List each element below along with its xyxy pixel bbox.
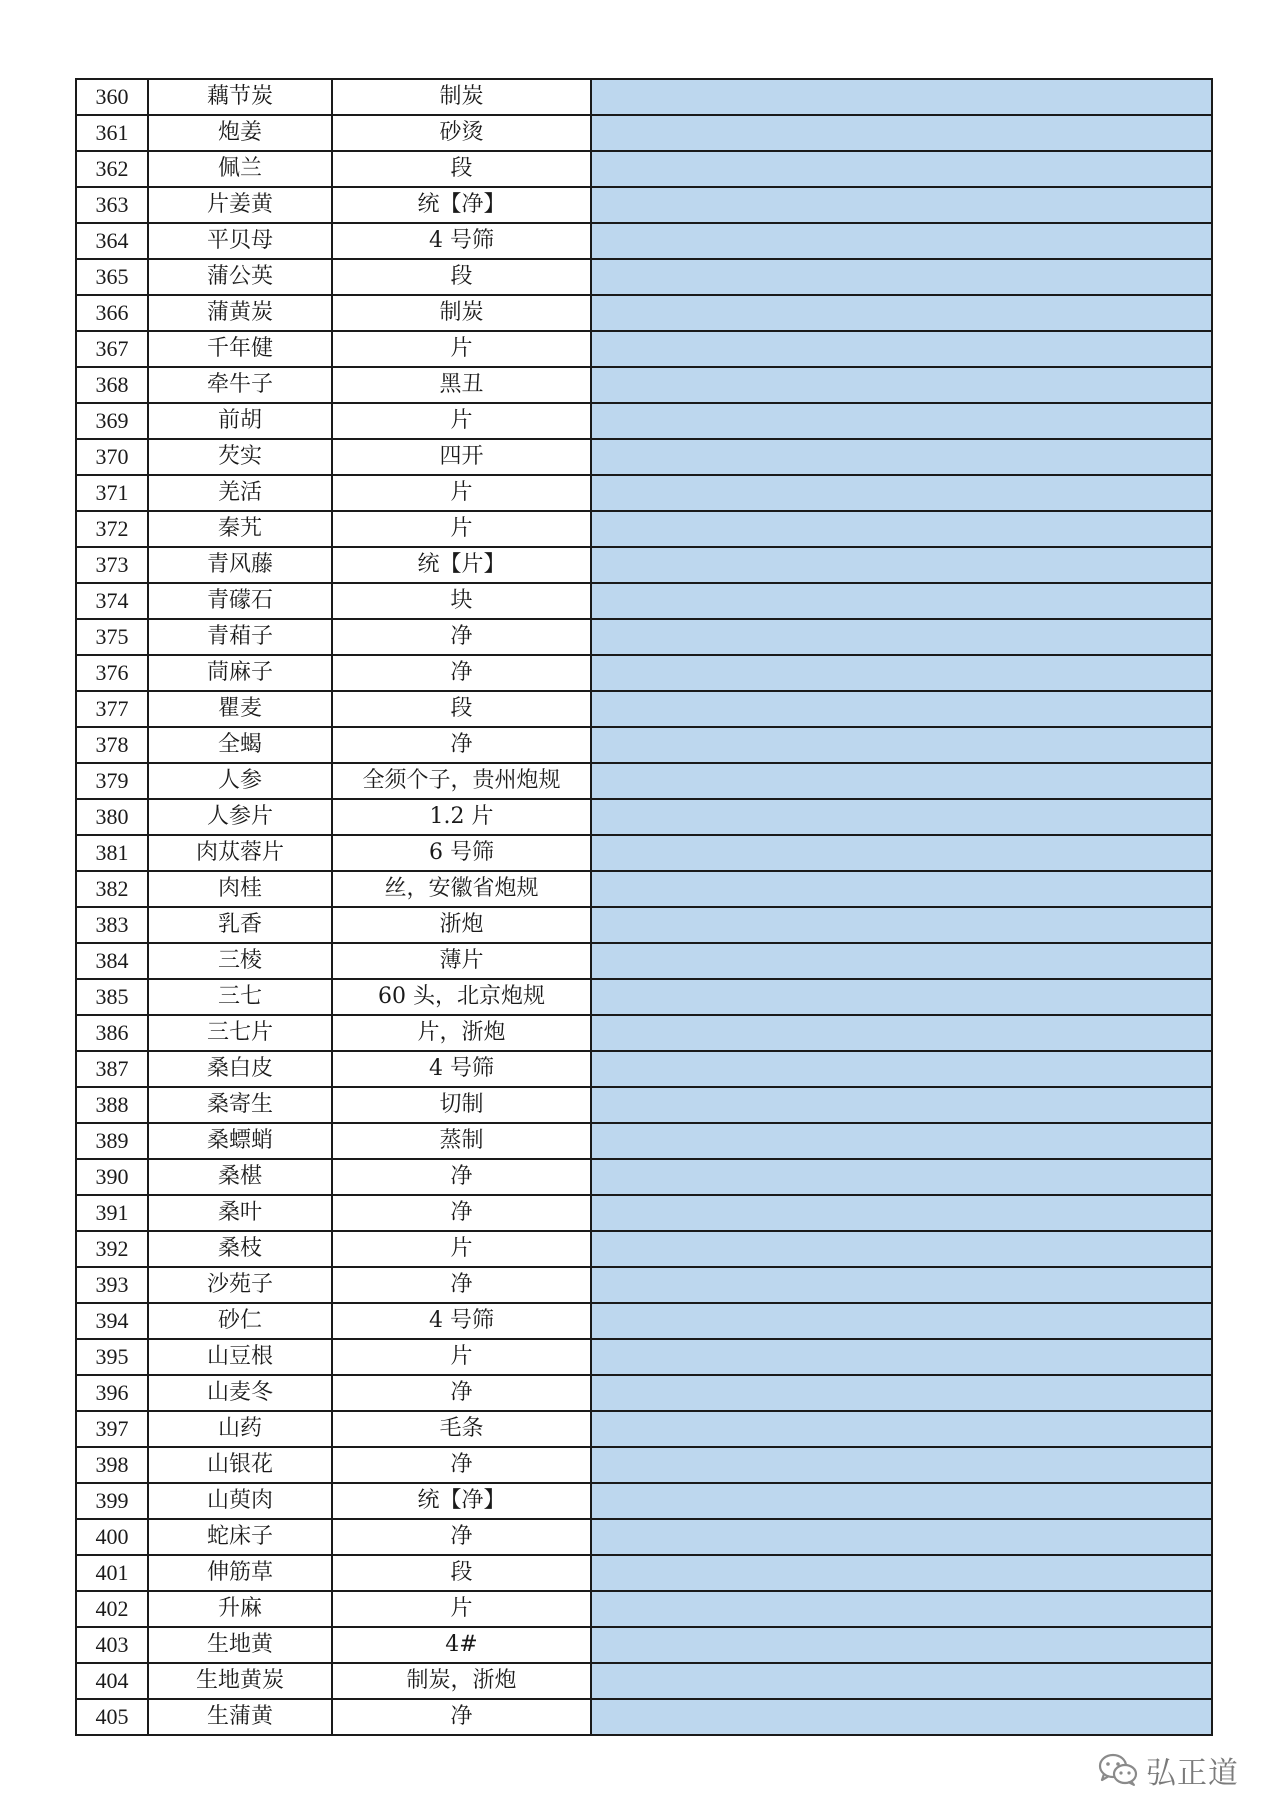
table-row (76, 151, 1212, 187)
blank-cell (591, 871, 1212, 907)
herb-name: 三七片 (148, 1015, 332, 1051)
blank-cell (591, 1231, 1212, 1267)
herb-spec: 4# (332, 1627, 591, 1663)
herb-name: 山豆根 (148, 1339, 332, 1375)
herb-spec: 统【片】 (332, 547, 591, 583)
row-number: 379 (76, 763, 148, 799)
row-number: 376 (76, 655, 148, 691)
herb-spec-table (75, 78, 1213, 1736)
table-row (76, 1195, 1212, 1231)
blank-cell (591, 1267, 1212, 1303)
herb-name: 砂仁 (148, 1303, 332, 1339)
table-row (76, 403, 1212, 439)
herb-spec: 黑丑 (332, 367, 591, 403)
herb-name: 升麻 (148, 1591, 332, 1627)
table-row (76, 259, 1212, 295)
herb-name: 瞿麦 (148, 691, 332, 727)
herb-name: 佩兰 (148, 151, 332, 187)
herb-name: 桑寄生 (148, 1087, 332, 1123)
herb-name: 青礞石 (148, 583, 332, 619)
row-number: 382 (76, 871, 148, 907)
table-row (76, 79, 1212, 115)
herb-name: 芡实 (148, 439, 332, 475)
table-row (76, 763, 1212, 799)
herb-spec: 段 (332, 691, 591, 727)
herb-name: 全蝎 (148, 727, 332, 763)
herb-spec: 段 (332, 259, 591, 295)
blank-cell (591, 1087, 1212, 1123)
blank-cell (591, 223, 1212, 259)
herb-spec: 净 (332, 655, 591, 691)
row-number: 372 (76, 511, 148, 547)
row-number: 387 (76, 1051, 148, 1087)
table-row (76, 835, 1212, 871)
blank-cell (591, 1195, 1212, 1231)
herb-name: 青葙子 (148, 619, 332, 655)
blank-cell (591, 799, 1212, 835)
table-row (76, 1663, 1212, 1699)
herb-spec: 制炭 (332, 295, 591, 331)
table-row (76, 943, 1212, 979)
table-row (76, 1339, 1212, 1375)
herb-spec: 段 (332, 151, 591, 187)
table-row (76, 187, 1212, 223)
table-row (76, 1267, 1212, 1303)
row-number: 362 (76, 151, 148, 187)
row-number: 398 (76, 1447, 148, 1483)
herb-spec: 段 (332, 1555, 591, 1591)
row-number: 371 (76, 475, 148, 511)
herb-name: 桑白皮 (148, 1051, 332, 1087)
herb-spec: 切制 (332, 1087, 591, 1123)
table-row (76, 475, 1212, 511)
row-number: 401 (76, 1555, 148, 1591)
table-row (76, 115, 1212, 151)
herb-spec: 片 (332, 1339, 591, 1375)
blank-cell (591, 1303, 1212, 1339)
herb-name: 人参片 (148, 799, 332, 835)
herb-spec: 统【净】 (332, 1483, 591, 1519)
herb-name: 桑螵蛸 (148, 1123, 332, 1159)
herb-spec: 全须个子，贵州炮规 (332, 763, 591, 799)
table-row (76, 691, 1212, 727)
herb-name: 桑枝 (148, 1231, 332, 1267)
blank-cell (591, 1483, 1212, 1519)
herb-spec: 4 号筛 (332, 223, 591, 259)
blank-cell (591, 1591, 1212, 1627)
herb-spec: 片，浙炮 (332, 1015, 591, 1051)
herb-spec: 4 号筛 (332, 1303, 591, 1339)
row-number: 399 (76, 1483, 148, 1519)
blank-cell (591, 1663, 1212, 1699)
herb-spec: 块 (332, 583, 591, 619)
herb-name: 山萸肉 (148, 1483, 332, 1519)
table-row (76, 727, 1212, 763)
herb-spec: 4 号筛 (332, 1051, 591, 1087)
table-row (76, 1051, 1212, 1087)
table-row (76, 331, 1212, 367)
herb-name: 牵牛子 (148, 367, 332, 403)
row-number: 370 (76, 439, 148, 475)
row-number: 403 (76, 1627, 148, 1663)
herb-spec: 净 (332, 1519, 591, 1555)
herb-name: 山麦冬 (148, 1375, 332, 1411)
herb-spec: 制炭，浙炮 (332, 1663, 591, 1699)
herb-spec: 片 (332, 1231, 591, 1267)
herb-name: 生蒲黄 (148, 1699, 332, 1735)
row-number: 386 (76, 1015, 148, 1051)
herb-spec: 片 (332, 403, 591, 439)
row-number: 360 (76, 79, 148, 115)
table-row (76, 1411, 1212, 1447)
wechat-icon (1098, 1753, 1138, 1787)
blank-cell (591, 943, 1212, 979)
herb-spec: 丝，安徽省炮规 (332, 871, 591, 907)
herb-name: 蛇床子 (148, 1519, 332, 1555)
table-row (76, 511, 1212, 547)
herb-name: 片姜黄 (148, 187, 332, 223)
herb-name: 人参 (148, 763, 332, 799)
table-row (76, 1159, 1212, 1195)
blank-cell (591, 1447, 1212, 1483)
herb-spec: 制炭 (332, 79, 591, 115)
herb-name: 生地黄炭 (148, 1663, 332, 1699)
row-number: 377 (76, 691, 148, 727)
row-number: 378 (76, 727, 148, 763)
herb-spec: 蒸制 (332, 1123, 591, 1159)
blank-cell (591, 1123, 1212, 1159)
blank-cell (591, 403, 1212, 439)
table-row (76, 547, 1212, 583)
herb-name: 藕节炭 (148, 79, 332, 115)
blank-cell (591, 1555, 1212, 1591)
table-row (76, 619, 1212, 655)
table-row (76, 1627, 1212, 1663)
row-number: 383 (76, 907, 148, 943)
herb-name: 平贝母 (148, 223, 332, 259)
table-row (76, 1519, 1212, 1555)
herb-spec: 毛条 (332, 1411, 591, 1447)
herb-name: 炮姜 (148, 115, 332, 151)
row-number: 391 (76, 1195, 148, 1231)
table-row (76, 1447, 1212, 1483)
blank-cell (591, 115, 1212, 151)
row-number: 400 (76, 1519, 148, 1555)
herb-spec: 净 (332, 1375, 591, 1411)
blank-cell (591, 295, 1212, 331)
row-number: 396 (76, 1375, 148, 1411)
table-row (76, 439, 1212, 475)
watermark-text: 弘正道 (1146, 1756, 1239, 1791)
blank-cell (591, 475, 1212, 511)
table-row (76, 871, 1212, 907)
table-row (76, 583, 1212, 619)
row-number: 388 (76, 1087, 148, 1123)
herb-spec: 净 (332, 1447, 591, 1483)
row-number: 374 (76, 583, 148, 619)
blank-cell (591, 1339, 1212, 1375)
herb-name: 蒲公英 (148, 259, 332, 295)
row-number: 381 (76, 835, 148, 871)
table-row (76, 979, 1212, 1015)
row-number: 389 (76, 1123, 148, 1159)
blank-cell (591, 1051, 1212, 1087)
herb-spec: 片 (332, 511, 591, 547)
row-number: 369 (76, 403, 148, 439)
blank-cell (591, 1699, 1212, 1735)
herb-name: 伸筋草 (148, 1555, 332, 1591)
blank-cell (591, 835, 1212, 871)
blank-cell (591, 1015, 1212, 1051)
herb-name: 沙苑子 (148, 1267, 332, 1303)
herb-name: 肉苁蓉片 (148, 835, 332, 871)
table-row (76, 1303, 1212, 1339)
herb-name: 生地黄 (148, 1627, 332, 1663)
row-number: 361 (76, 115, 148, 151)
herb-name: 蒲黄炭 (148, 295, 332, 331)
blank-cell (591, 79, 1212, 115)
table-row (76, 1483, 1212, 1519)
row-number: 394 (76, 1303, 148, 1339)
blank-cell (591, 439, 1212, 475)
herb-name: 桑叶 (148, 1195, 332, 1231)
blank-cell (591, 547, 1212, 583)
row-number: 363 (76, 187, 148, 223)
row-number: 390 (76, 1159, 148, 1195)
blank-cell (591, 907, 1212, 943)
blank-cell (591, 511, 1212, 547)
table-row (76, 1231, 1212, 1267)
herb-spec: 浙炮 (332, 907, 591, 943)
herb-name: 桑椹 (148, 1159, 332, 1195)
herb-name: 前胡 (148, 403, 332, 439)
row-number: 385 (76, 979, 148, 1015)
blank-cell (591, 583, 1212, 619)
herb-spec: 薄片 (332, 943, 591, 979)
row-number: 367 (76, 331, 148, 367)
blank-cell (591, 727, 1212, 763)
herb-name: 三棱 (148, 943, 332, 979)
blank-cell (591, 259, 1212, 295)
row-number: 368 (76, 367, 148, 403)
row-number: 366 (76, 295, 148, 331)
table-row (76, 1699, 1212, 1735)
blank-cell (591, 763, 1212, 799)
row-number: 373 (76, 547, 148, 583)
herb-spec: 砂烫 (332, 115, 591, 151)
blank-cell (591, 1519, 1212, 1555)
table-row (76, 1555, 1212, 1591)
herb-spec: 6 号筛 (332, 835, 591, 871)
table-row (76, 655, 1212, 691)
blank-cell (591, 1411, 1212, 1447)
herb-spec: 1.2 片 (332, 799, 591, 835)
blank-cell (591, 619, 1212, 655)
blank-cell (591, 367, 1212, 403)
row-number: 392 (76, 1231, 148, 1267)
table-row (76, 1015, 1212, 1051)
herb-spec: 净 (332, 1267, 591, 1303)
row-number: 402 (76, 1591, 148, 1627)
blank-cell (591, 1375, 1212, 1411)
herb-spec: 净 (332, 727, 591, 763)
blank-cell (591, 1159, 1212, 1195)
table-row (76, 1591, 1212, 1627)
blank-cell (591, 151, 1212, 187)
row-number: 405 (76, 1699, 148, 1735)
herb-spec: 净 (332, 1159, 591, 1195)
herb-name: 山银花 (148, 1447, 332, 1483)
row-number: 395 (76, 1339, 148, 1375)
row-number: 375 (76, 619, 148, 655)
blank-cell (591, 331, 1212, 367)
herb-spec: 净 (332, 1195, 591, 1231)
blank-cell (591, 691, 1212, 727)
herb-name: 山药 (148, 1411, 332, 1447)
row-number: 393 (76, 1267, 148, 1303)
herb-spec: 统【净】 (332, 187, 591, 223)
herb-name: 青风藤 (148, 547, 332, 583)
herb-name: 三七 (148, 979, 332, 1015)
row-number: 380 (76, 799, 148, 835)
herb-name: 千年健 (148, 331, 332, 367)
table-row (76, 1123, 1212, 1159)
row-number: 404 (76, 1663, 148, 1699)
herb-spec: 四开 (332, 439, 591, 475)
table-row (76, 367, 1212, 403)
table-row (76, 1375, 1212, 1411)
table-row (76, 907, 1212, 943)
table-body (76, 79, 1212, 1735)
herb-spec: 片 (332, 1591, 591, 1627)
blank-cell (591, 1627, 1212, 1663)
herb-spec: 净 (332, 619, 591, 655)
herb-spec: 60 头，北京炮规 (332, 979, 591, 1015)
row-number: 365 (76, 259, 148, 295)
row-number: 364 (76, 223, 148, 259)
blank-cell (591, 655, 1212, 691)
herb-name: 茼麻子 (148, 655, 332, 691)
herb-spec: 净 (332, 1699, 591, 1735)
herb-spec: 片 (332, 475, 591, 511)
herb-spec: 片 (332, 331, 591, 367)
table-row (76, 1087, 1212, 1123)
watermark (1098, 1748, 1239, 1792)
blank-cell (591, 979, 1212, 1015)
blank-cell (591, 187, 1212, 223)
table-row (76, 799, 1212, 835)
row-number: 397 (76, 1411, 148, 1447)
herb-name: 羌活 (148, 475, 332, 511)
table-row (76, 223, 1212, 259)
herb-name: 秦艽 (148, 511, 332, 547)
herb-name: 肉桂 (148, 871, 332, 907)
row-number: 384 (76, 943, 148, 979)
herb-name: 乳香 (148, 907, 332, 943)
table-row (76, 295, 1212, 331)
